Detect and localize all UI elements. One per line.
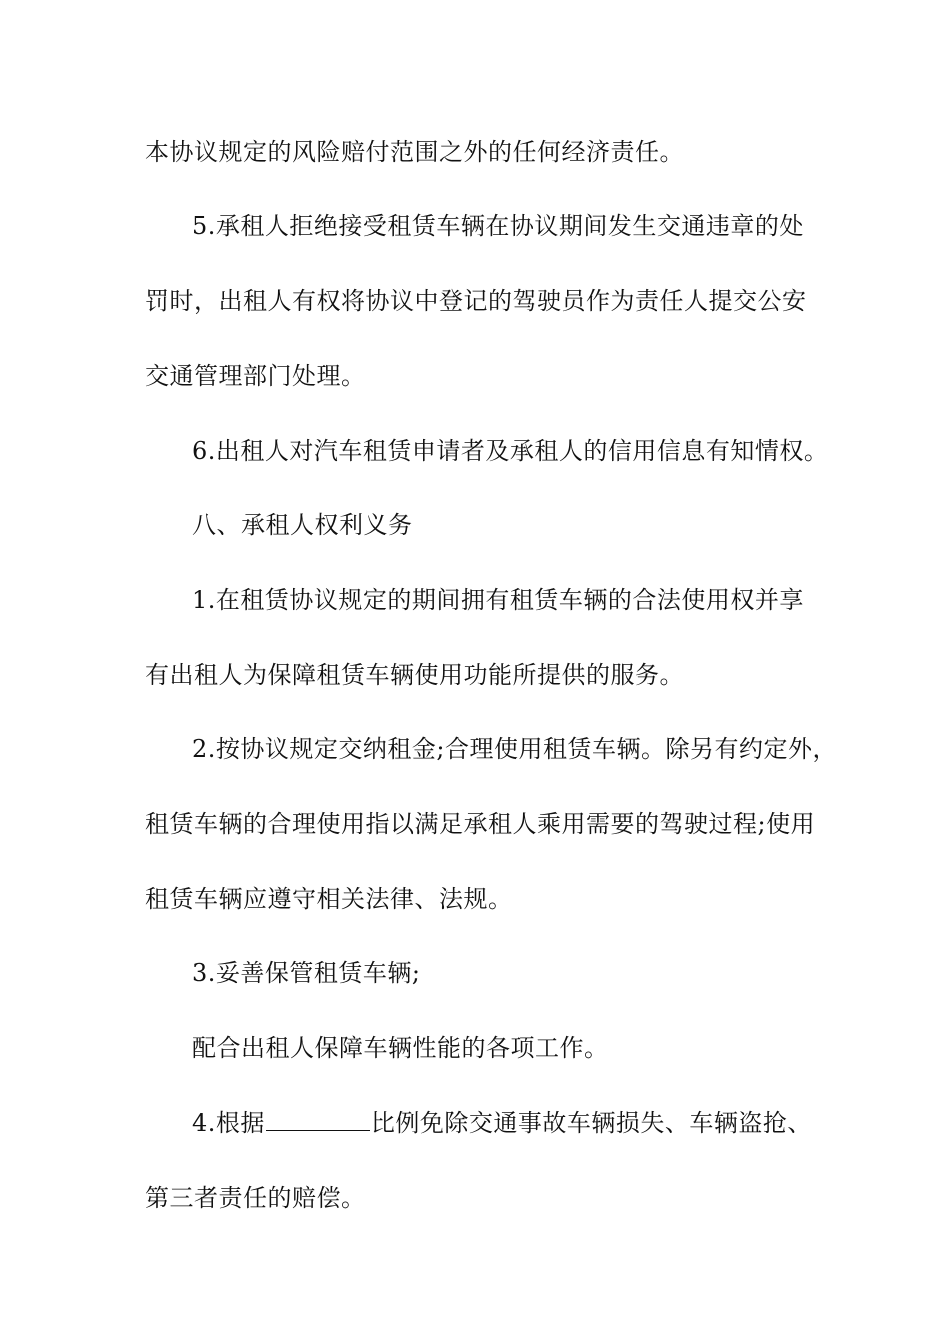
paragraph-line: 2.按协议规定交纳租金;合理使用租赁车辆。除另有约定外，: [192, 735, 837, 763]
paragraph-line: 本协议规定的风险赔付范围之外的任何经济责任。: [145, 138, 684, 166]
paragraph-line: 租赁车辆的合理使用指以满足承租人乘用需要的驾驶过程;使用: [145, 810, 816, 838]
paragraph-line: 5.承租人拒绝接受租赁车辆在协议期间发生交通违章的处: [192, 212, 804, 240]
paragraph-line: 有出租人为保障租赁车辆使用功能所提供的服务。: [145, 661, 684, 689]
paragraph-line: 罚时，出租人有权将协议中登记的驾驶员作为责任人提交公安: [145, 287, 807, 315]
item4-prefix: 4.根据: [192, 1109, 265, 1137]
section-heading: 八、承租人权利义务: [192, 511, 413, 539]
paragraph-line: 6.出租人对汽车租赁申请者及承租人的信用信息有知情权。: [192, 437, 829, 465]
paragraph-line: 租赁车辆应遵守相关法律、法规。: [145, 885, 513, 913]
paragraph-line: 第三者责任的赔偿。: [145, 1184, 366, 1212]
item4-suffix: 比例免除交通事故车辆损失、车辆盗抢、: [370, 1109, 812, 1137]
paragraph-line: 配合出租人保障车辆性能的各项工作。: [192, 1034, 609, 1062]
fill-in-blank: [266, 1110, 370, 1131]
paragraph-line: 3.妥善保管租赁车辆;: [192, 959, 421, 987]
paragraph-line-with-blank: [192, 1108, 892, 1138]
paragraph-line: 1.在租赁协议规定的期间拥有租赁车辆的合法使用权并享: [192, 586, 804, 614]
paragraph-line: 交通管理部门处理。: [145, 362, 366, 390]
